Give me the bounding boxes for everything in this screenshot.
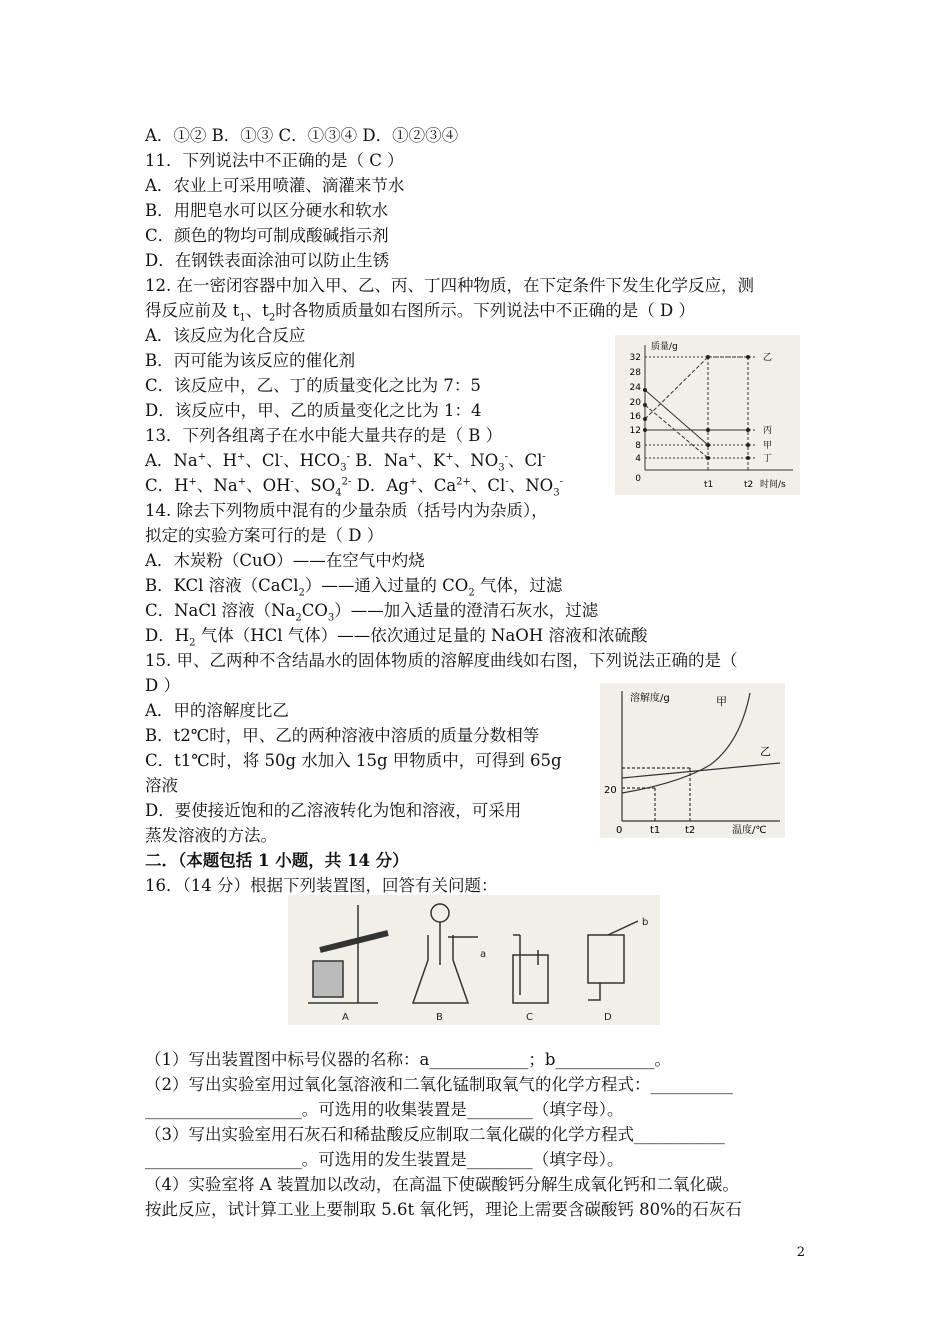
curve-jia [622,693,750,793]
q11-stem: 11．下列说法中不正确的是（ C ） [145,151,404,170]
q12-stem: 12. 在一密闭容器中加入甲、乙、丙、丁四种物质，在下定条件下发生化学反应，测 [145,276,754,295]
q15-option-d: D．要使接近饱和的乙溶液转化为饱和溶液，可采用 [145,801,522,820]
series-ding-line [645,405,708,458]
q12-option-b: B．丙可能为该反应的催化剂 [145,351,356,370]
q16-part3: （3）写出实验室用石灰石和稀盐酸反应制取二氧化碳的化学方程式___________ [145,1125,725,1144]
apparatus-c [513,935,548,1003]
q15-answer: D ） [145,676,180,695]
q11-option-c: C．颜色的物均可制成酸碱指示剂 [145,226,389,245]
series-label: 丁 [763,454,773,464]
x-label-t1: t1 [704,480,714,490]
q16-part3-cont: ___________________。可选用的发生装置是________（填字母）。 [145,1150,624,1169]
q16-part2-cont: ___________________。可选用的收集装置是________（填字母）。 [145,1100,624,1119]
q13-options-cd: C．H+、Na+、OH-、$SO_4^{2-}$ D．Ag+、$Ca^{2+}$、Cl-、$NO_3^-$ [145,476,563,499]
q14-option-b: B．KCl 溶液（CaCl$_2$）——通入过量的 $CO_2$ 气体，过滤 [145,576,563,599]
x-label-t2: t2 [685,825,696,836]
y-tick: 20 [604,785,617,796]
q16-part4: （4）实验室将 A 装置加以改动，在高温下使碳酸钙分解生成氧化钙和二氧化碳。 [145,1175,739,1194]
q15-option-c: C．t1℃时，将 50g 水加入 15g 甲物质中，可得到 65g [145,751,562,770]
q16-part2: （2）写出实验室用过氧化氢溶液和二氧化锰制取氧气的化学方程式：__________ [145,1075,733,1094]
y-tick: 12 [629,426,641,436]
q15-option-d-cont: 蒸发溶液的方法。 [145,826,277,845]
q12-stem-line2: 得反应前及 $t_1$、$t_2$时各物质质量如右图所示。下列说法中不正确的是（ D ） [145,301,695,324]
q10-options: A．①② B．①③ C．①③④ D．①②③④ [145,126,459,145]
q15-option-c-cont: 溶液 [145,776,178,795]
q14-option-a: A．木炭粉（CuO）——在空气中灼烧 [145,551,425,570]
q11-option-b: B．用肥皂水可以区分硬水和软水 [145,201,389,220]
x-label-t1: t1 [650,825,661,836]
q12-option-c: C．该反应中，乙、丁的质量变化之比为 7：5 [145,376,481,395]
apparatus-label: A [342,1012,349,1023]
y-tick: 16 [629,412,641,422]
y-tick: 20 [629,398,641,408]
series-yi-line [645,357,708,419]
q12-mass-figure [615,335,800,495]
q12-option-a: A．该反应为化合反应 [145,326,306,345]
q11-option-a: A．农业上可采用喷灌、滴灌来节水 [145,176,405,195]
y-tick: 0 [635,474,641,484]
q15-option-a: A．甲的溶解度比乙 [145,701,289,720]
q13-options-ab: A．Na+、H+、Cl-、$HCO_3^-$ B．Na+、K+、$NO_3^-$、Cl- [145,451,546,474]
q14-option-c: C．NaCl 溶液$(Na_2CO_3)——$加入适量的澄清石灰水，过滤 [145,601,599,624]
q16-part1: （1）写出装置图中标号仪器的名称：a____________；b____________。 [145,1050,671,1069]
x-label-t2: t2 [744,480,754,490]
apparatus-label: a [480,949,487,960]
q11-option-d: D．在钢铁表面涂油可以防止生锈 [145,251,390,270]
apparatus-a [308,905,388,1003]
x-axis-label: 时间/s [760,480,786,490]
x-axis-label: 温度/℃ [732,825,767,836]
y-axis-label: 溶解度/g [630,693,670,704]
series-label-yi: 乙 [760,745,771,758]
series-label: 丙 [763,426,773,436]
series-jia-line [645,390,708,445]
y-axis-label: 质量/g [651,342,678,352]
y-tick: 32 [629,353,641,363]
y-tick: 4 [635,454,641,464]
y-tick: 8 [635,441,641,451]
q16-apparatus-figure [288,895,660,1025]
apparatus-label: B [436,1012,443,1023]
section-two-heading: 二．（本题包括 1 小题，共 14 分） [145,851,409,870]
series-label: 乙 [763,353,773,363]
q13-stem: 13．下列各组离子在水中能大量共存的是（ B ） [145,426,503,445]
y-tick: 28 [629,368,641,378]
series-label: 甲 [763,441,773,451]
curve-yi [622,763,780,778]
q16-part4-cont: 按此反应，试计算工业上要制取 5.6t 氧化钙，理论上需要含碳酸钙 80%的石灰石 [145,1200,742,1219]
q16-stem: 16．（14 分）根据下列装置图，回答有关问题： [145,876,498,895]
series-label-jia: 甲 [716,695,727,708]
q14-option-d: D．$H_2$ 气体（HCl 气体）——依次通过足量的 NaOH 溶液和浓硫酸 [145,626,648,649]
apparatus-d [588,921,638,1000]
q15-option-b: B．t2℃时，甲、乙的两种溶液中溶质的质量分数相等 [145,726,540,745]
q14-stem-line2: 拟定的实验方案可行的是（ D ） [145,526,384,545]
q15-stem: 15. 甲、乙两种不含结晶水的固体物质的溶解度曲线如右图，下列说法正确的是（ [145,651,738,670]
page-number: 2 [796,1245,805,1260]
y-tick: 24 [629,383,641,393]
apparatus-label: C [526,1012,533,1023]
q14-stem: 14. 除去下列物质中混有的少量杂质（括号内为杂质）， [145,501,548,520]
q15-solubility-figure [600,683,785,838]
apparatus-label: b [642,917,649,928]
x-origin: 0 [616,825,623,836]
q12-option-d: D．该反应中，甲、乙的质量变化之比为 1：4 [145,401,482,420]
apparatus-b [413,904,478,1003]
apparatus-label: D [604,1012,612,1023]
